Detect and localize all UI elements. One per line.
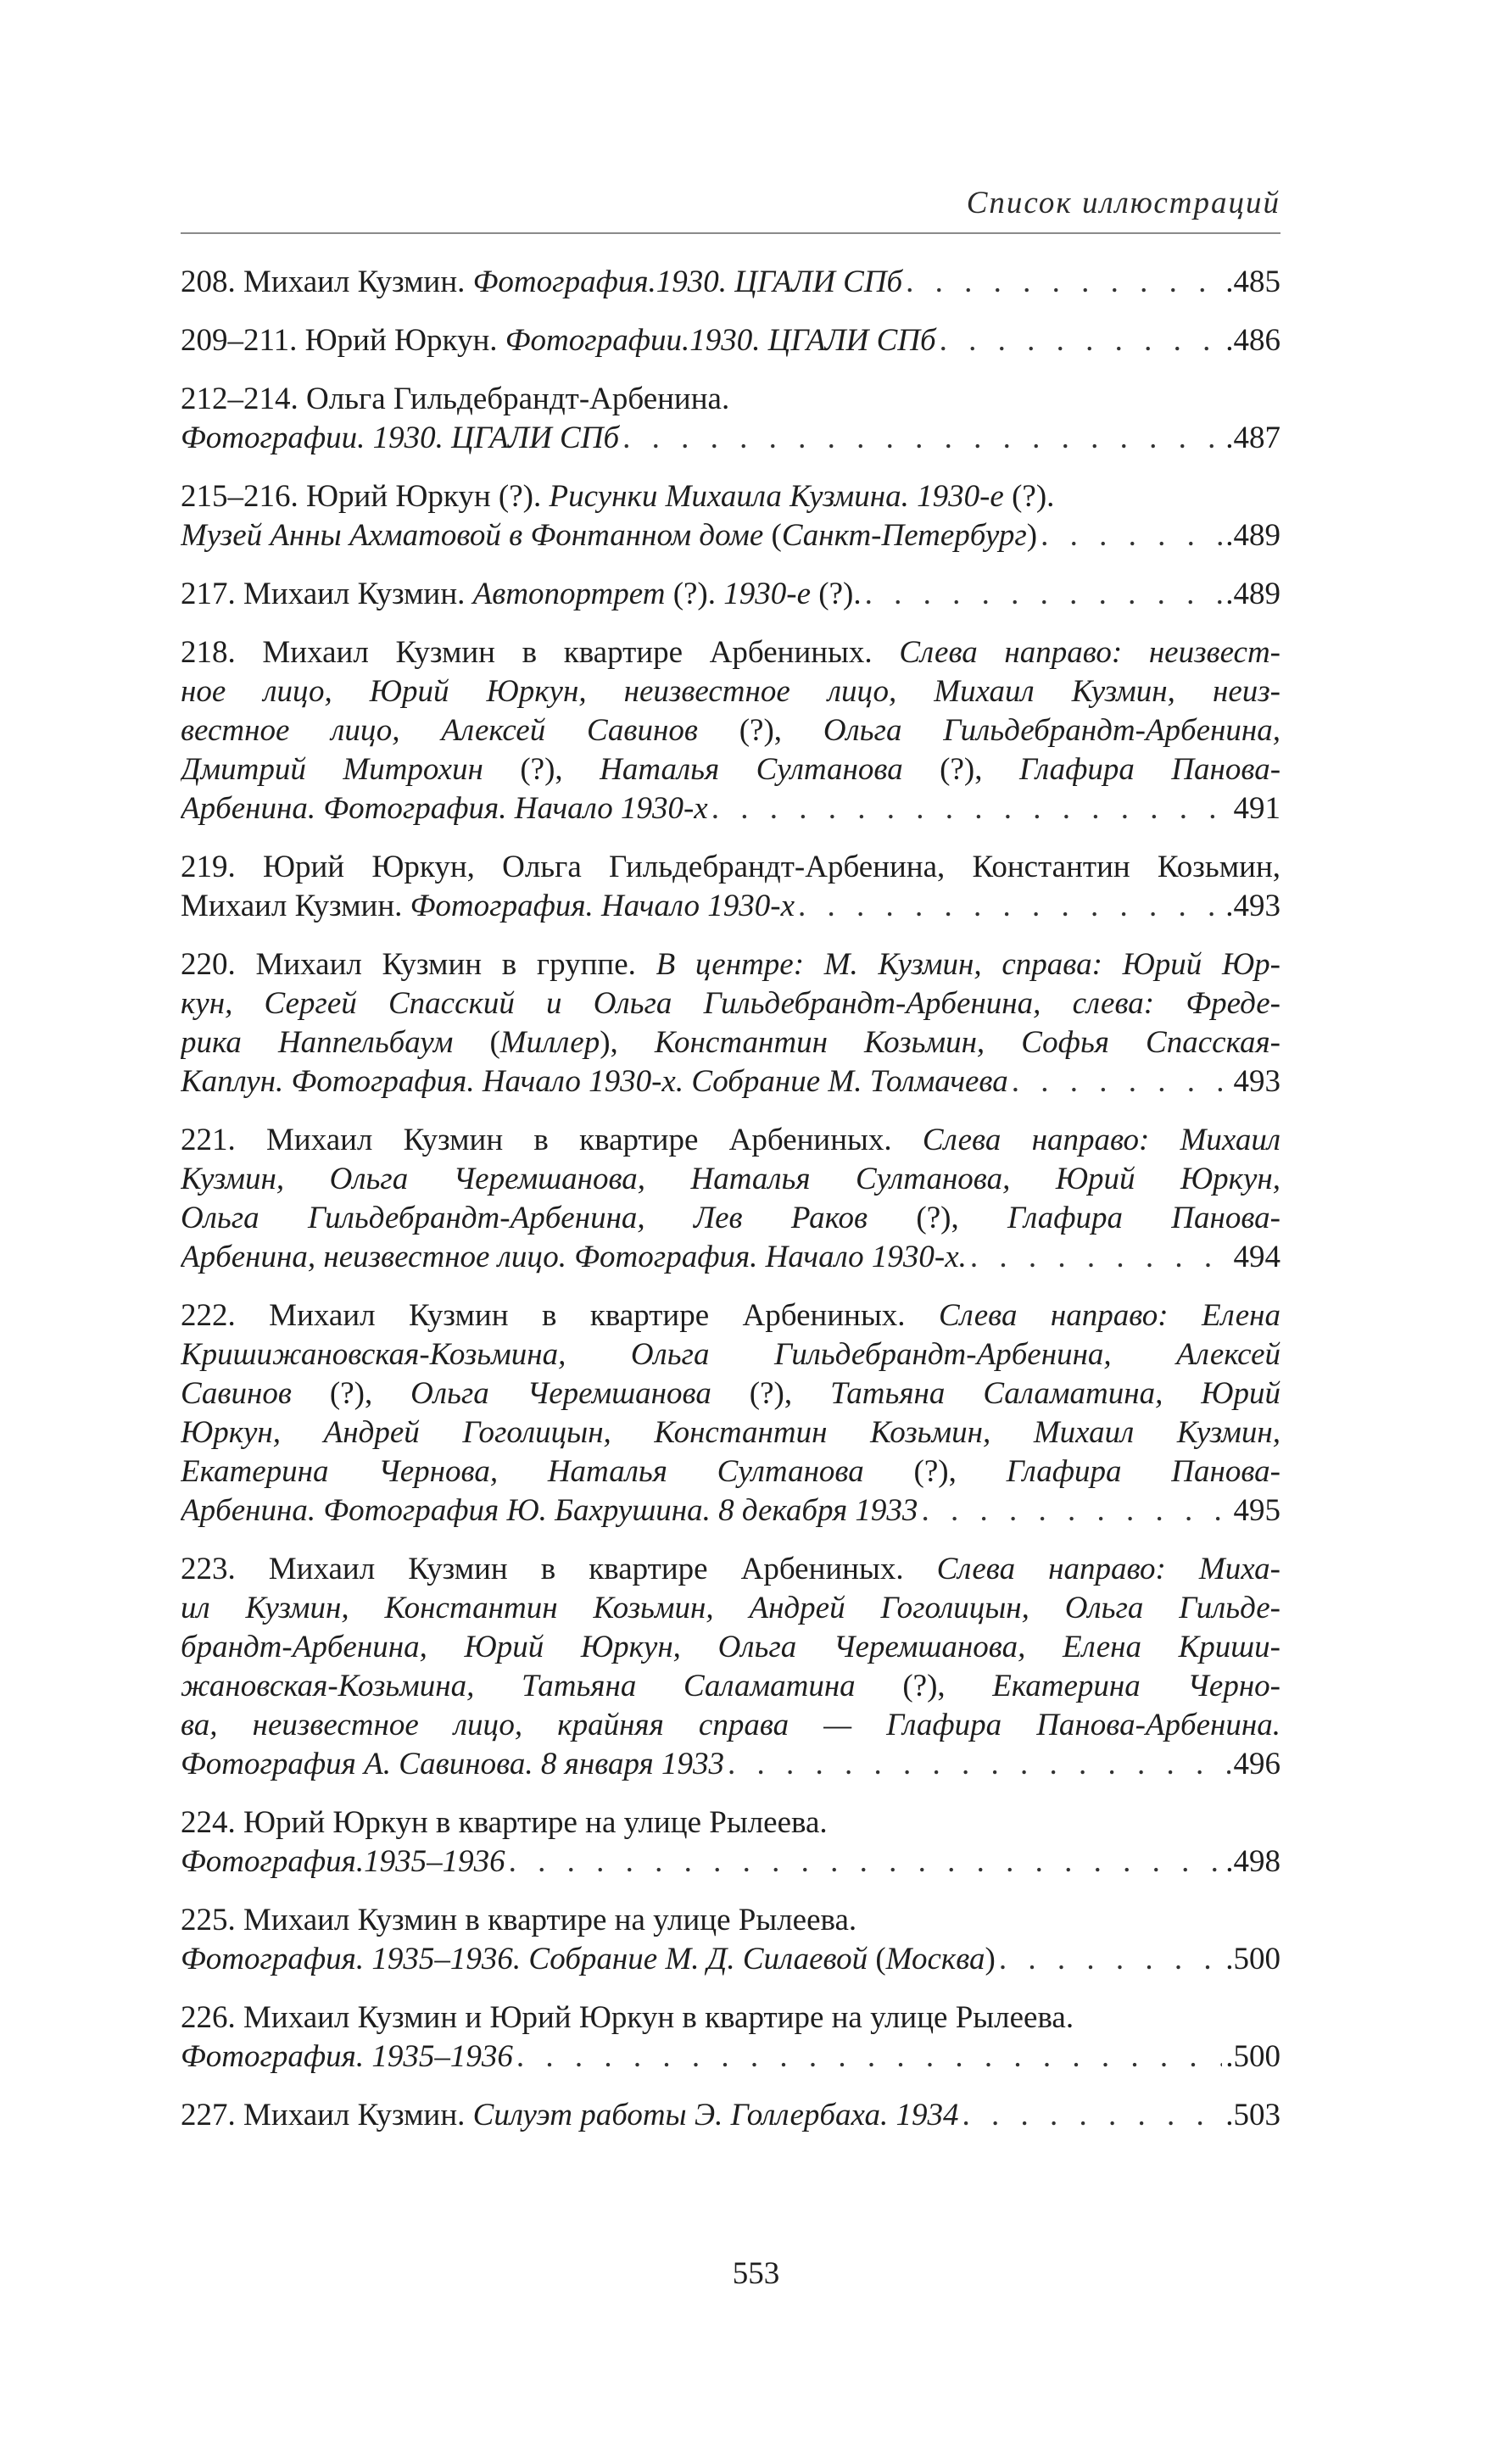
entry-line bbox=[181, 633, 1280, 672]
page-ref: .503 bbox=[1225, 2098, 1280, 2132]
italic-text: Глафира Панова- bbox=[1006, 1454, 1280, 1489]
entry-text bbox=[181, 635, 1280, 670]
text: 212–214. Ольга Гильдебрандт-Арбенина. bbox=[181, 382, 730, 416]
page-ref: 495 bbox=[1233, 1493, 1280, 1528]
text: 225. Михаил Кузмин в квартире на улице Рылеева. bbox=[181, 1903, 857, 1937]
text: (?), bbox=[291, 1376, 411, 1411]
italic-text: Музей Анны Ахматовой в Фонтанном доме bbox=[181, 518, 764, 553]
italic-text: Арбенина. Фотография Ю. Бахрушина. 8 декабря 1933 bbox=[181, 1493, 918, 1528]
dot-leader bbox=[970, 1238, 1230, 1277]
entry-text bbox=[181, 1298, 1280, 1333]
entry-line bbox=[181, 380, 1280, 419]
entry-line bbox=[181, 2096, 1280, 2135]
entry-text bbox=[181, 575, 862, 614]
italic-text: Арбенина. Фотография. Начало 1930-х bbox=[181, 791, 708, 826]
page-ref: 496 bbox=[1233, 1747, 1280, 1781]
entry-text bbox=[181, 947, 1280, 982]
italic-text: Ольга Черемшанова bbox=[410, 1376, 711, 1411]
entry-line bbox=[181, 750, 1280, 789]
italic-text: кун, Сергей Спасский и Ольга Гильдебрандт-Арбенина, слева: Фреде- bbox=[181, 986, 1280, 1021]
dot-leader bbox=[865, 575, 1223, 614]
entry-text bbox=[181, 1491, 918, 1530]
list-entry bbox=[181, 848, 1280, 926]
text: 224. Юрий Юркун в квартире на улице Рылеева. bbox=[181, 1805, 828, 1840]
italic-text: ное лицо, Юрий Юркун, неизвестное лицо, Михаил Кузмин, неиз- bbox=[181, 674, 1280, 709]
dot-leader bbox=[999, 1940, 1222, 1979]
entry-line bbox=[181, 1413, 1280, 1452]
dot-leader bbox=[728, 1745, 1230, 1784]
entry-text bbox=[181, 1803, 828, 1842]
entry-text bbox=[181, 887, 795, 926]
page-ref: 494 bbox=[1233, 1240, 1280, 1274]
entry-line bbox=[181, 1940, 1280, 1979]
entry-text bbox=[181, 516, 1037, 555]
dot-leader bbox=[962, 2096, 1222, 2135]
entry-line bbox=[181, 1023, 1280, 1062]
entry-line bbox=[181, 1335, 1280, 1374]
entry-line bbox=[181, 575, 1280, 614]
italic-text: жановская-Козьмина, Татьяна Саламатина bbox=[181, 1669, 856, 1703]
page-ref: .493 bbox=[1225, 889, 1280, 923]
page-ref: .498 bbox=[1225, 1844, 1280, 1879]
italic-text: Санкт-Петербург bbox=[781, 518, 1027, 553]
text: 217. Михаил Кузмин. bbox=[181, 577, 473, 611]
italic-text: 1930-е bbox=[723, 577, 812, 611]
entry-line bbox=[181, 984, 1280, 1023]
entry-line bbox=[181, 945, 1280, 984]
text: 219. Юрий Юркун, Ольга Гильдебрандт-Арбенина, Константин Козьмин, bbox=[181, 850, 1280, 884]
italic-text: Москва bbox=[885, 1942, 985, 1976]
dot-leader bbox=[940, 321, 1223, 360]
text: ( bbox=[763, 518, 782, 553]
entry-text bbox=[181, 1162, 1280, 1196]
text: 223. Михаил Кузмин в квартире Арбениных. bbox=[181, 1552, 937, 1586]
text: (?), bbox=[868, 1201, 1008, 1235]
entry-text bbox=[181, 419, 619, 458]
italic-text: Юркун, Андрей Гоголицын, Константин Козьмин, Михаил Кузмин, bbox=[181, 1415, 1280, 1450]
entry-text bbox=[181, 2038, 513, 2077]
text: 208. Михаил Кузмин. bbox=[181, 265, 473, 299]
entry-line bbox=[181, 887, 1280, 926]
text: 226. Михаил Кузмин и Юрий Юркун в квартире на улице Рылеева. bbox=[181, 2000, 1074, 2035]
entry-line bbox=[181, 1706, 1280, 1745]
dot-leader bbox=[906, 263, 1222, 302]
entry-line bbox=[181, 321, 1280, 360]
list-entry bbox=[181, 1803, 1280, 1881]
entry-line bbox=[181, 1803, 1280, 1842]
list-entry bbox=[181, 380, 1280, 458]
dot-leader bbox=[1041, 516, 1222, 555]
entry-text bbox=[181, 1591, 1280, 1625]
text: Михаил Кузмин. bbox=[181, 889, 410, 923]
italic-text: ва, неизвестное лицо, крайняя справа — Глафира Панова-Арбенина. bbox=[181, 1708, 1280, 1742]
list-entry bbox=[181, 1901, 1280, 1979]
italic-text: Силуэт работы Э. Голлербаха. 1934 bbox=[472, 2098, 959, 2132]
illustrations-list bbox=[181, 263, 1280, 2155]
dot-leader bbox=[711, 789, 1230, 828]
text: (?), bbox=[711, 1376, 831, 1411]
entry-text bbox=[181, 752, 1280, 787]
entry-line bbox=[181, 1667, 1280, 1706]
entry-text bbox=[181, 1415, 1280, 1450]
list-entry bbox=[181, 2096, 1280, 2135]
page-ref: .486 bbox=[1225, 323, 1280, 358]
italic-text: Рисунки Михаила Кузмина. 1930-е bbox=[549, 479, 1004, 514]
entry-text bbox=[181, 850, 1280, 884]
entry-text bbox=[181, 1025, 1280, 1060]
list-entry bbox=[181, 1296, 1280, 1530]
dot-leader bbox=[1012, 1062, 1230, 1101]
page-ref: .485 bbox=[1225, 265, 1280, 299]
entry-text bbox=[181, 1454, 1280, 1489]
list-entry bbox=[181, 1121, 1280, 1277]
entry-text bbox=[181, 674, 1280, 709]
italic-text: Фотография.1935–1936 bbox=[181, 1844, 505, 1879]
italic-text: Арбенина, неизвестное лицо. Фотография. Начало 1930-х. bbox=[181, 1240, 967, 1274]
page-ref: .500 bbox=[1225, 2039, 1280, 2074]
italic-text: Миллер bbox=[499, 1025, 600, 1060]
text: (?), bbox=[902, 752, 1019, 787]
italic-text: Каплун. Фотография. Начало 1930-х. Собрание М. Толмачева bbox=[181, 1064, 1008, 1099]
italic-text: вестное лицо, Алексей Савинов bbox=[181, 713, 698, 748]
italic-text: Автопортрет bbox=[472, 577, 666, 611]
text: 220. Михаил Кузмин в группе. bbox=[181, 947, 656, 982]
list-entry bbox=[181, 477, 1280, 555]
italic-text: Екатерина Черно- bbox=[992, 1669, 1280, 1703]
text: (?), bbox=[863, 1454, 1007, 1489]
entry-text bbox=[181, 1669, 1280, 1703]
entry-line bbox=[181, 1062, 1280, 1101]
italic-text: Константин Козьмин, Софья Спасская- bbox=[654, 1025, 1280, 1060]
list-entry bbox=[181, 321, 1280, 360]
list-entry bbox=[181, 1999, 1280, 2077]
text: ( bbox=[868, 1942, 886, 1976]
entry-line bbox=[181, 419, 1280, 458]
entry-line bbox=[181, 1160, 1280, 1199]
entry-text bbox=[181, 1745, 724, 1784]
entry-text bbox=[181, 1376, 1280, 1411]
entry-line bbox=[181, 1628, 1280, 1667]
entry-line bbox=[181, 672, 1280, 711]
text: ) bbox=[985, 1942, 996, 1976]
entry-text bbox=[181, 1123, 1280, 1157]
text: (?). bbox=[1003, 479, 1055, 514]
entry-text bbox=[181, 1708, 1280, 1742]
entry-text bbox=[181, 713, 1280, 748]
list-entry bbox=[181, 945, 1280, 1101]
text: ), bbox=[600, 1025, 655, 1060]
text: (?), bbox=[855, 1669, 993, 1703]
entry-line bbox=[181, 1296, 1280, 1335]
list-entry bbox=[181, 1550, 1280, 1784]
italic-text: Глафира Панова- bbox=[1018, 752, 1280, 787]
italic-text: Фотографии.1930. ЦГАЛИ СПб bbox=[505, 323, 936, 358]
page-ref: .489 bbox=[1225, 577, 1280, 611]
text: 218. Михаил Кузмин в квартире Арбениных. bbox=[181, 635, 900, 670]
dot-leader bbox=[798, 887, 1222, 926]
italic-text: Фотографии. 1930. ЦГАЛИ СПб bbox=[181, 421, 620, 455]
header-title: Список иллюстраций bbox=[966, 186, 1280, 220]
entry-line bbox=[181, 848, 1280, 887]
text: (?). bbox=[665, 577, 724, 611]
entry-line bbox=[181, 263, 1280, 302]
dot-leader bbox=[516, 2038, 1222, 2077]
entry-line bbox=[181, 1745, 1280, 1784]
page-ref: .500 bbox=[1225, 1942, 1280, 1976]
entry-text bbox=[181, 1238, 967, 1277]
text: 209–211. Юрий Юркун. bbox=[181, 323, 505, 358]
dot-leader bbox=[622, 419, 1222, 458]
italic-text: Кузмин, Ольга Черемшанова, Наталья Султанова, Юрий Юркун, bbox=[181, 1162, 1280, 1196]
entry-line bbox=[181, 1199, 1280, 1238]
list-entry bbox=[181, 575, 1280, 614]
italic-text: Фотография. Начало 1930-х bbox=[410, 889, 795, 923]
text: (?). bbox=[811, 577, 862, 611]
text: 221. Михаил Кузмин в квартире Арбениных. bbox=[181, 1123, 923, 1157]
italic-text: В центре: М. Кузмин, справа: Юрий Юр- bbox=[656, 947, 1280, 982]
entry-line bbox=[181, 1238, 1280, 1277]
entry-text bbox=[181, 477, 1054, 516]
entry-line bbox=[181, 1550, 1280, 1589]
running-header bbox=[181, 185, 1280, 234]
italic-text: Фотография.1930. ЦГАЛИ СПб bbox=[472, 265, 903, 299]
text: 215–216. Юрий Юркун (?). bbox=[181, 479, 550, 514]
list-entry bbox=[181, 633, 1280, 828]
italic-text: Фотография А. Савинова. 8 января 1933 bbox=[181, 1747, 724, 1781]
text: 222. Михаил Кузмин в квартире Арбениных. bbox=[181, 1298, 939, 1333]
entry-line bbox=[181, 1901, 1280, 1940]
entry-line bbox=[181, 1452, 1280, 1491]
entry-text bbox=[181, 1630, 1280, 1664]
page-number: 553 bbox=[732, 2256, 780, 2291]
dot-leader bbox=[509, 1842, 1223, 1881]
italic-text: Екатерина Чернова, Наталья Султанова bbox=[181, 1454, 864, 1489]
italic-text: Слева направо: Михаил bbox=[922, 1123, 1280, 1157]
entry-text bbox=[181, 1552, 1280, 1586]
text: (?), bbox=[697, 713, 823, 748]
entry-line bbox=[181, 1121, 1280, 1160]
entry-line bbox=[181, 516, 1280, 555]
entry-line bbox=[181, 477, 1280, 516]
entry-text bbox=[181, 1337, 1280, 1372]
entry-text bbox=[181, 321, 936, 360]
italic-text: Слева направо: Елена bbox=[938, 1298, 1280, 1333]
entry-line bbox=[181, 2038, 1280, 2077]
entry-text bbox=[181, 2096, 958, 2135]
page-ref: 493 bbox=[1233, 1064, 1280, 1099]
entry-text bbox=[181, 1201, 1280, 1235]
entry-text bbox=[181, 380, 729, 419]
italic-text: Ольга Гильдебрандт-Арбенина, bbox=[823, 713, 1280, 748]
italic-text: брандт-Арбенина, Юрий Юркун, Ольга Черемшанова, Елена Криши- bbox=[181, 1630, 1280, 1664]
italic-text: рика Наппельбаум bbox=[181, 1025, 454, 1060]
italic-text: Глафира Панова- bbox=[1007, 1201, 1280, 1235]
italic-text: Слева направо: Миха- bbox=[936, 1552, 1280, 1586]
entry-text bbox=[181, 789, 708, 828]
entry-text bbox=[181, 1062, 1008, 1101]
italic-text: Кришижановская-Козьмина, Ольга Гильдебрандт-Арбенина, Алексей bbox=[181, 1337, 1280, 1372]
text: 227. Михаил Кузмин. bbox=[181, 2098, 473, 2132]
italic-text: Фотография. 1935–1936 bbox=[181, 2039, 513, 2074]
italic-text: Наталья Султанова bbox=[600, 752, 903, 787]
entry-text bbox=[181, 1940, 996, 1979]
italic-text: Фотография. 1935–1936. Собрание М. Д. Силаевой bbox=[181, 1942, 868, 1976]
italic-text: Слева направо: неизвест- bbox=[899, 635, 1280, 670]
entry-text bbox=[181, 1999, 1074, 2038]
entry-line bbox=[181, 711, 1280, 750]
page-ref: .489 bbox=[1225, 518, 1280, 553]
entry-text bbox=[181, 263, 902, 302]
entry-text bbox=[181, 986, 1280, 1021]
text: ) bbox=[1026, 518, 1038, 553]
entry-text bbox=[181, 1901, 856, 1940]
italic-text: Ольга Гильдебрандт-Арбенина, Лев Раков bbox=[181, 1201, 868, 1235]
entry-text bbox=[181, 1842, 505, 1881]
page-ref: .487 bbox=[1225, 421, 1280, 455]
italic-text: Дмитрий Митрохин bbox=[181, 752, 483, 787]
page-ref: 491 bbox=[1233, 791, 1280, 826]
entry-line bbox=[181, 1999, 1280, 2038]
dot-leader bbox=[921, 1491, 1230, 1530]
entry-line bbox=[181, 1589, 1280, 1628]
italic-text: ил Кузмин, Константин Козьмин, Андрей Гоголицын, Ольга Гильде- bbox=[181, 1591, 1280, 1625]
entry-line bbox=[181, 1374, 1280, 1413]
list-entry bbox=[181, 263, 1280, 302]
italic-text: Татьяна Саламатина, Юрий bbox=[830, 1376, 1280, 1411]
italic-text: Савинов bbox=[181, 1376, 292, 1411]
entry-line bbox=[181, 789, 1280, 828]
text: ( bbox=[453, 1025, 500, 1060]
text: (?), bbox=[483, 752, 600, 787]
entry-line bbox=[181, 1491, 1280, 1530]
entry-line bbox=[181, 1842, 1280, 1881]
